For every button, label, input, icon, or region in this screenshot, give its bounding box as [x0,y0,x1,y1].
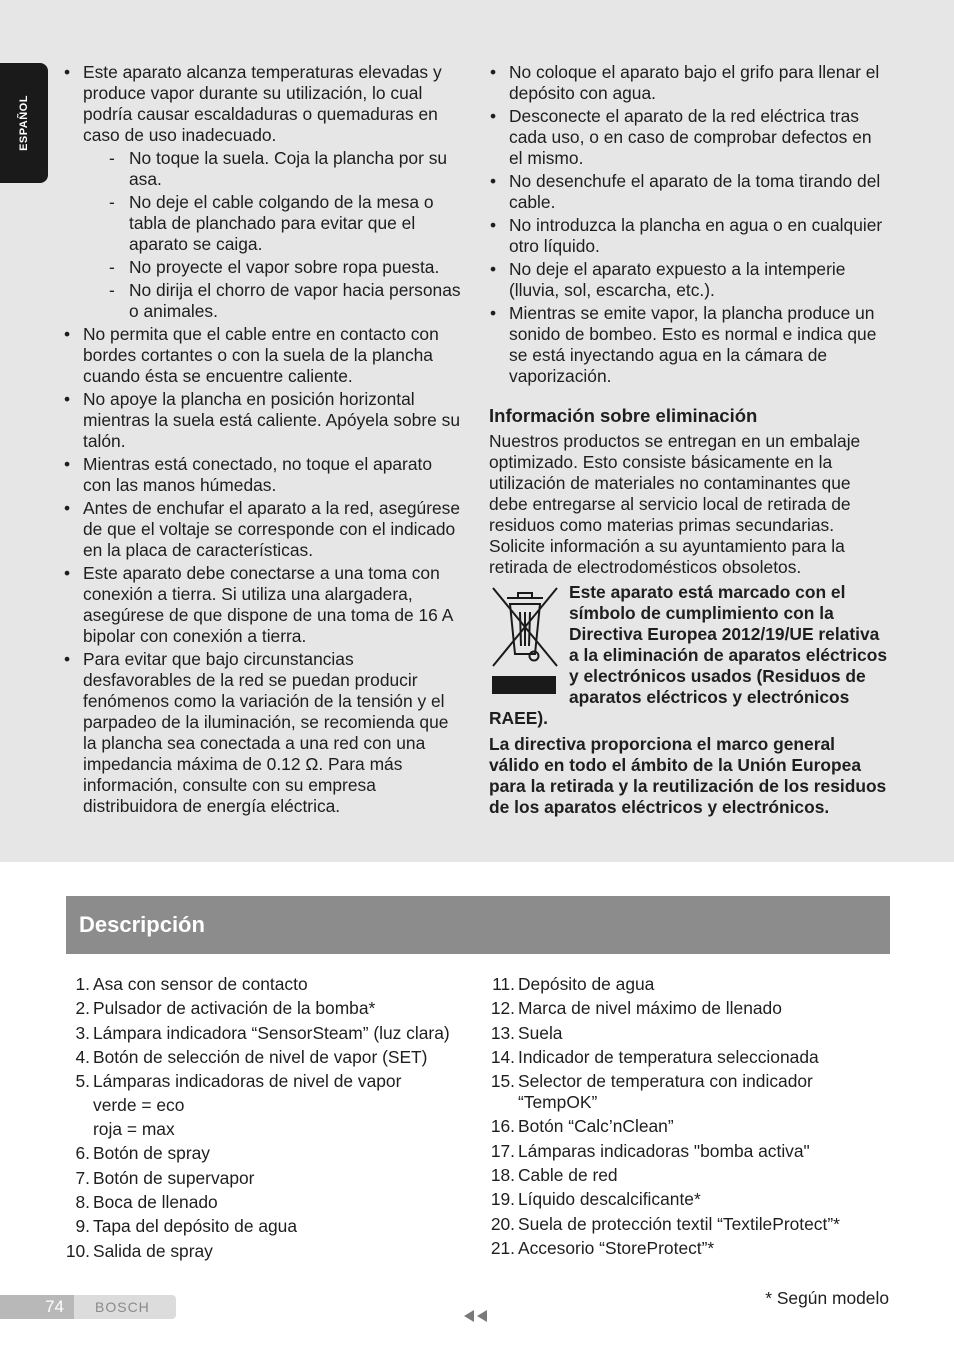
part-label: Botón de spray [93,1143,210,1164]
part-label: Pulsador de activación de la bomba* [93,998,376,1019]
part-item [487,1189,889,1210]
part-item [62,998,462,1019]
part-number: 5. [75,1071,90,1092]
safety-subitem: - No toque la suela. Coja la plancha por su asa. [83,148,463,190]
part-label: Suela [518,1022,563,1043]
part-item [62,974,462,995]
part-item [487,1214,889,1235]
safety-item: • Para evitar que bajo circunstancias desfavorables de la red se puedan producir fenómenos como la variación de la tensión y el parpadeo de la iluminación, se recomienda que la plancha sea conectada a una red con una impedancia máxima de 0.12 Ω. Para más información, consulte con su empresa distribuidora de energía eléctrica. [63,649,463,817]
part-label: Accesorio “StoreProtect”* [518,1237,715,1258]
brand-name: BOSCH [95,1299,150,1315]
safety-subitem: - No proyecte el vapor sobre ropa puesta. [83,257,463,278]
parts-list-right [487,974,889,1262]
part-number: 12. [490,998,515,1019]
part-number: 10. [65,1240,90,1261]
safety-item: • No permita que el cable entre en contacto con bordes cortantes o con la suela de la plancha cuando ésta se encuentre caliente. [63,324,463,387]
part-label: Boca de llenado [93,1192,218,1213]
part-label: Suela de protección textil “TextileProtect”* [518,1213,840,1234]
part-number: 19. [490,1189,515,1210]
safety-item: • No coloque el aparato bajo el grifo para llenar el depósito con agua. [489,62,889,104]
part-number: 13. [490,1022,515,1043]
part-item [487,1141,889,1162]
part-number: 14. [490,1046,515,1067]
safety-item-text: Este aparato alcanza temperaturas elevadas y produce vapor durante su utilización, lo cual podría causar escaldaduras o quemaduras en caso de uso inadecuado. [83,62,442,145]
safety-list-left [63,62,463,817]
part-label: Botón de supervapor [93,1167,255,1188]
part-item [62,1192,462,1213]
part-label: Lámpara indicadora “SensorSteam” (luz clara) [93,1022,450,1043]
double-left-arrow-icon[interactable] [462,1309,490,1323]
safety-item: • Antes de enchufar el aparato a la red, asegúrese de que el voltaje se corresponde con el indicado en la placa de características. [63,498,463,561]
part-number: 4. [75,1046,90,1067]
safety-item: • Mientras se emite vapor, la plancha produce un sonido de bombeo. Esto es normal e indica que se está inyectando agua en la cámara de vaporización. [489,303,889,387]
part-label: Botón de selección de nivel de vapor (SET) [93,1046,428,1067]
part-item [487,1023,889,1044]
part-label: Lámparas indicadoras de nivel de vapor [93,1071,402,1092]
part-number: 3. [75,1022,90,1043]
safety-right-column [489,62,889,818]
part-item [487,1047,889,1068]
part-label: Salida de spray [93,1240,213,1261]
model-footnote: * Según modelo [765,1288,889,1308]
part-number: 9. [75,1216,90,1237]
weee-notice [489,582,889,818]
part-label: Tapa del depósito de agua [93,1216,298,1237]
weee-text: Este aparato está marcado con el símbolo de cumplimiento con la Directiva Europea 2012/19/UE relativa a la eliminación de aparatos eléctricos y electrónicos usados (Residuos de aparatos eléctricos y electrónicos RAEE). [489,582,887,728]
language-tab-label: ESPAÑOL [18,95,30,151]
part-item [62,1143,462,1164]
part-item [487,1238,889,1259]
part-label: Selector de temperatura con indicador “TempOK” [518,1071,813,1113]
part-label: Botón “Calc’nClean” [518,1116,674,1137]
part-number: 16. [490,1116,515,1137]
description-title: Descripción [79,912,205,937]
bin-symbol-svg [489,582,561,672]
language-tab [0,63,48,183]
part-number: 21. [490,1237,515,1258]
part-number: 8. [75,1192,90,1213]
part-item [62,1071,462,1140]
part-number: 7. [75,1167,90,1188]
part-label: Líquido descalcificante* [518,1189,701,1210]
description-section-header [66,896,890,954]
disposal-heading: Información sobre eliminación [489,405,758,426]
part-label: Cable de red [518,1165,618,1186]
page-number: 74 [0,1295,74,1319]
crossed-out-wheelie-bin-icon [489,582,565,694]
page-footer-tab [0,1295,176,1319]
part-item [62,1168,462,1189]
safety-list-right [489,62,889,387]
part-item [62,1023,462,1044]
safety-item: • Mientras está conectado, no toque el aparato con las manos húmedas. [63,454,463,496]
part-item [62,1216,462,1237]
part-number: 17. [490,1140,515,1161]
weee-date-bar [492,676,556,694]
part-item [487,1165,889,1186]
part-number: 11. [492,974,515,994]
part-item [487,1071,889,1113]
safety-left-column [63,62,463,819]
part-item [62,1047,462,1068]
part-number: 1. [75,974,90,994]
part-number: 20. [490,1213,515,1234]
part-item [487,974,889,995]
part-label: Asa con sensor de contacto [93,974,308,994]
part-label: Lámparas indicadoras "bomba activa" [518,1140,810,1161]
part-item [487,1116,889,1137]
part-label: Marca de nivel máximo de llenado [518,998,782,1019]
part-label: Depósito de agua [518,974,655,994]
part-item [487,998,889,1019]
safety-item: • No introduzca la plancha en agua o en cualquier otro líquido. [489,215,889,257]
safety-item: • No deje el aparato expuesto a la intemperie (lluvia, sol, escarcha, etc.). [489,259,889,301]
part-number: 15. [490,1071,515,1092]
part-number: 6. [75,1143,90,1164]
part-sublabel: verde = eco [93,1095,185,1116]
safety-item [63,62,463,322]
safety-item: • No apoye la plancha en posición horizontal mientras la suela está caliente. Apóyela sobre su talón. [63,389,463,452]
parts-list-left [62,974,462,1265]
disposal-text: Nuestros productos se entregan en un embalaje optimizado. Esto consiste básicamente en la utilización de materiales no contaminantes que debe entregarse al servicio local de retirada de residuos como materias primas secundarias. Solicite información a su ayuntamiento para la retirada de electrodomésticos obsoletos. [489,431,861,577]
part-label: Indicador de temperatura seleccionada [518,1046,819,1067]
safety-item: • No desenchufe el aparato de la toma tirando del cable. [489,171,889,213]
safety-subitem: - No deje el cable colgando de la mesa o tabla de planchado para evitar que el aparato se caiga. [83,192,463,255]
weee-directive-text: La directiva proporciona el marco general válido en todo el ámbito de la Unión Europea para la retirada y la reutilización de los residuos de los aparatos eléctricos y electrónicos. [489,734,887,817]
safety-sublist [83,148,463,322]
part-number: 2. [75,998,90,1019]
safety-subitem: - No dirija el chorro de vapor hacia personas o animales. [83,280,463,322]
part-number: 18. [490,1165,515,1186]
safety-item: • Este aparato debe conectarse a una toma con conexión a tierra. Si utiliza una alargadera, asegúrese de que dispone de una toma de 16 A bipolar con conexión a tierra. [63,563,463,647]
part-sublabel: roja = max [93,1119,175,1140]
safety-item: • Desconecte el aparato de la red eléctrica tras cada uso, o en caso de comprobar defectos en el mismo. [489,106,889,169]
part-item [62,1241,462,1262]
